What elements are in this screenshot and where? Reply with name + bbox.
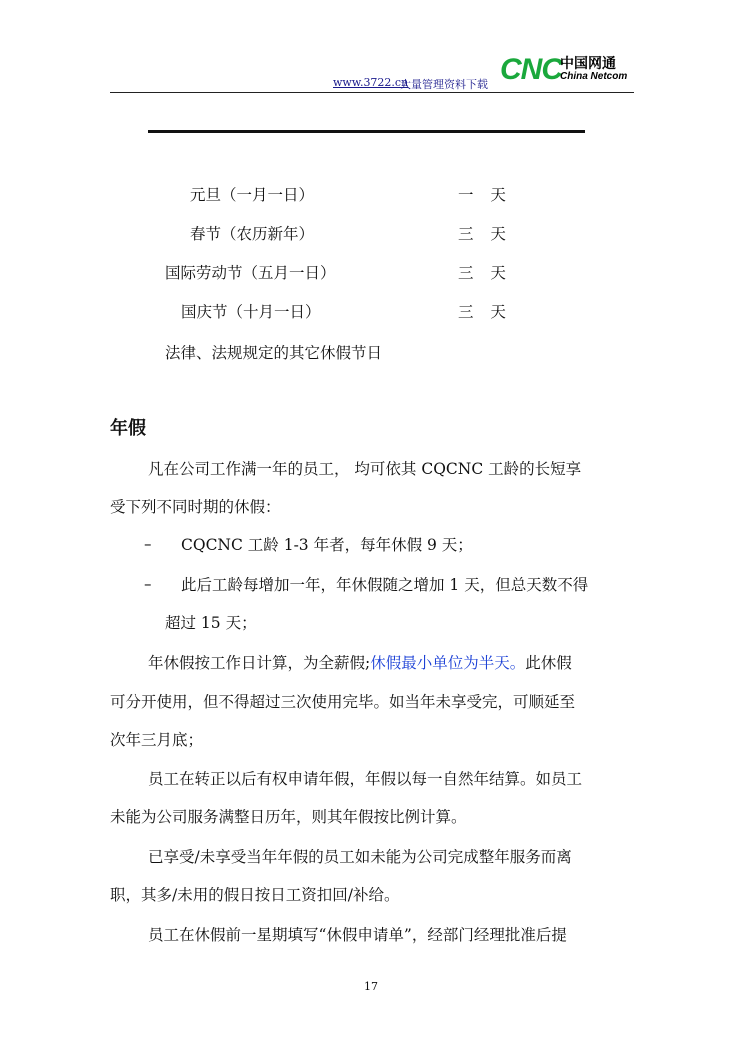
bullet-dash: – xyxy=(144,535,152,553)
header-divider xyxy=(110,92,634,93)
paragraph-line: 职，其多/未用的假日按日工资扣回/补给。 xyxy=(110,886,400,904)
holiday-name: 元旦（一月一日） xyxy=(190,186,315,204)
holiday-name: 国庆节（十月一日） xyxy=(181,303,321,321)
page-number: 17 xyxy=(364,980,378,993)
china-netcom-logo xyxy=(500,52,634,88)
logo-mark: CNC xyxy=(500,53,562,86)
section-title: 年假 xyxy=(110,418,146,439)
paragraph-line: 未能为公司服务满整日历年，则其年假按比例计算。 xyxy=(110,808,467,826)
paragraph-line: 已享受/未享受当年年假的员工如未能为公司完成整年服务而离 xyxy=(148,848,572,866)
holiday-days: 一 天 xyxy=(458,186,512,204)
text-run: 年休假按工作日计算，为全薪假 xyxy=(148,654,366,672)
paragraph-line: 次年三月底； xyxy=(110,731,204,749)
holiday-days: 三 天 xyxy=(458,303,512,321)
paragraph-line: 员工在转正以后有权申请年假，年假以每一自然年结算。如员工 xyxy=(148,770,583,788)
logo-chinese-name: 中国网通 xyxy=(560,56,616,72)
logo-english-name: China Netcom xyxy=(560,71,628,82)
bullet-item: 此后工龄每增加一年，年休假随之增加 1 天，但总天数不得 xyxy=(181,576,589,594)
bullet-dash: – xyxy=(144,575,152,593)
holiday-name: 国际劳动节（五月一日） xyxy=(165,264,336,282)
paragraph-line: 凡在公司工作满一年的员工， 均可依其 CQCNC 工龄的长短享 xyxy=(148,460,582,478)
header-caption: 大量管理资料下载 xyxy=(400,78,488,91)
holiday-name: 春节（农历新年） xyxy=(190,225,315,243)
header-link[interactable]: www.3722.cn xyxy=(333,76,409,89)
holiday-days: 三 天 xyxy=(458,225,512,243)
text-run: 此休假 xyxy=(525,654,572,672)
bullet-item: CQCNC 工龄 1-3 年者，每年休假 9 天； xyxy=(181,536,473,554)
paragraph-line: 员工在休假前一星期填写“休假申请单”，经部门经理批准后提 xyxy=(148,926,567,944)
holiday-name: 法律、法规规定的其它休假节日 xyxy=(165,344,383,362)
paragraph-line xyxy=(148,653,572,673)
highlighted-text: 休假最小单位为半天。 xyxy=(370,654,526,672)
holiday-days: 三 天 xyxy=(458,264,512,282)
bullet-item-continued: 超过 15 天； xyxy=(165,614,257,632)
paragraph-line: 可分开使用，但不得超过三次使用完毕。如当年未享受完，可顺延至 xyxy=(110,693,576,711)
paragraph-line: 受下列不同时期的休假： xyxy=(110,498,281,516)
text-run: ; xyxy=(365,654,371,672)
section-divider xyxy=(148,130,585,133)
